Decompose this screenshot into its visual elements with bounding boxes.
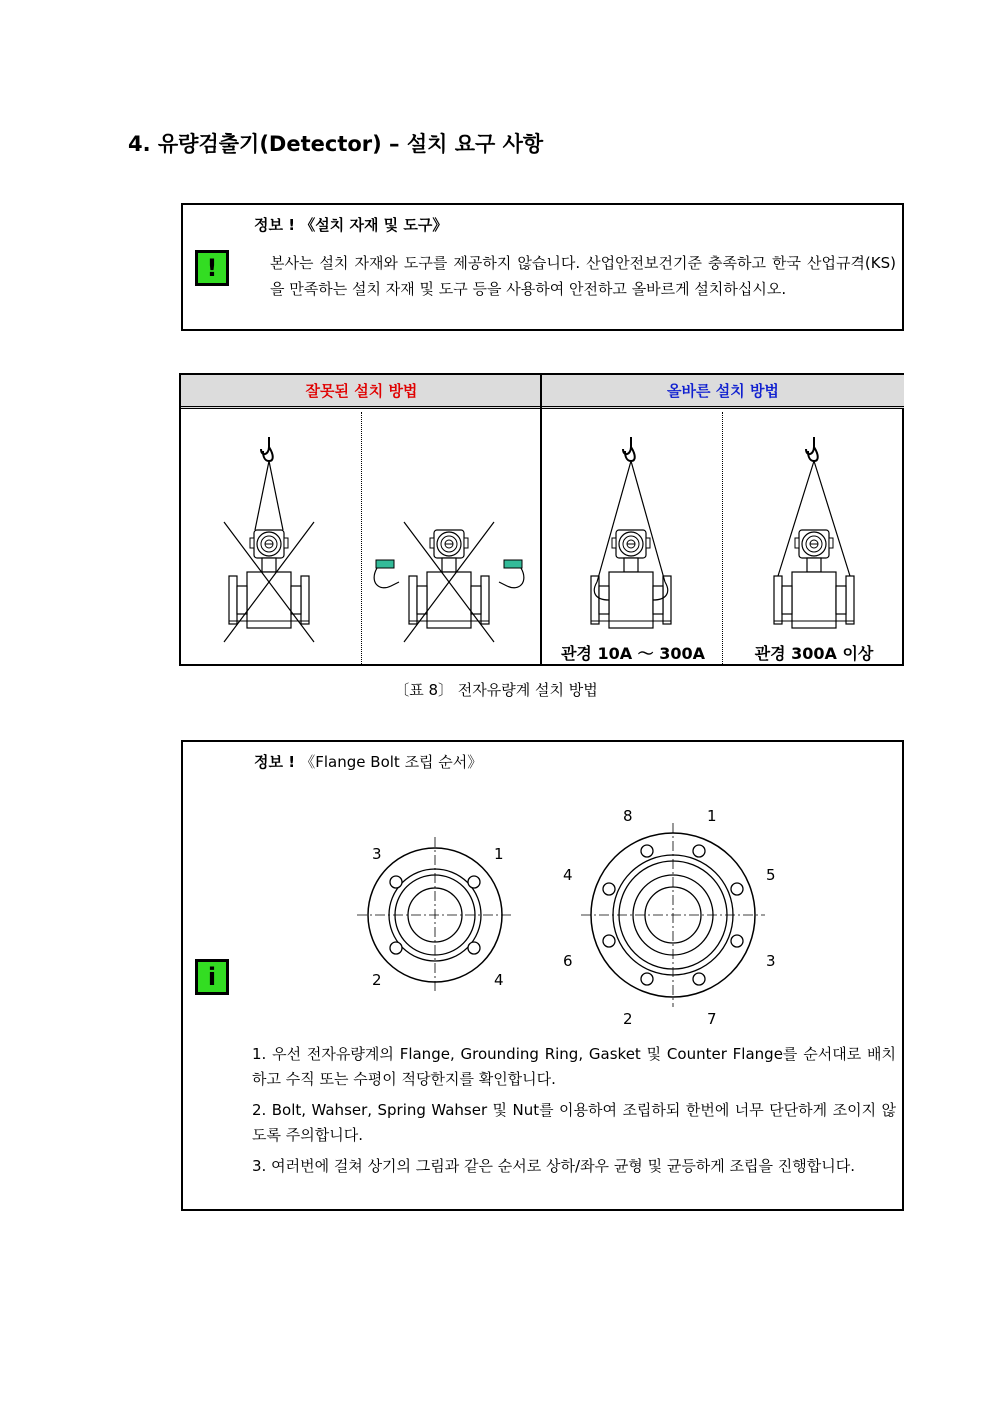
table-caption: 〔표 8〕 전자유량계 설치 방법 [394,681,598,699]
bolt-label: 8 [623,807,633,825]
step-item: 2. Bolt, Wahser, Spring Wahser 및 Nut를 이용하여 조립하되 한번에 너무 단단하게 조이지 않도록 주의합니다. [252,1101,896,1144]
bolt-label: 1 [494,845,504,863]
wrong-method-header: 잘못된 설치 방법 [181,375,542,409]
flange-8-bolt [581,823,765,1007]
flange-bolt-diagrams [355,800,815,1030]
info-box-flange-title: 《Flange Bolt 조립 순서》 [300,753,483,771]
pipe-size-label-large: 관경 300A 이상 [754,644,874,663]
bolt-label: 3 [766,952,776,970]
assembly-steps [252,1042,896,1185]
step-item: 3. 여러번에 걸쳐 상기의 그림과 같은 순서로 상하/좌우 균형 및 균등하게 조립을 진행합니다. [252,1157,856,1175]
page-title: 4. 유량검출기(Detector) – 설치 요구 사항 [128,132,544,156]
bolt-label: 2 [372,971,382,989]
bolt-label: 6 [563,952,573,970]
bolt-label: 4 [494,971,504,989]
pipe-size-label-small: 관경 10A ～ 300A [560,644,706,663]
step-item: 1. 우선 전자유량계의 Flange, Grounding Ring, Gasket 및 Counter Flange를 순서대로 배치하고 수직 또는 수평이 적당한지를 확인합니다. [252,1045,896,1088]
bolt-label: 3 [372,845,382,863]
bolt-label: 4 [563,866,573,884]
bolt-label: 1 [707,807,717,825]
info-label: 정보 ! [254,216,301,234]
installation-illustrations [181,412,902,666]
bolt-label: 7 [707,1010,717,1028]
info-box-materials-body: 본사는 설치 자재와 도구를 제공하지 않습니다. 산업안전보건기준 충족하고 한국 산업규격(KS)을 만족하는 설치 자재 및 도구 등을 사용하여 안전하고 올바르게 설치하십시오. [270,254,896,298]
bolt-label: 2 [623,1010,633,1028]
info-box-materials-header [254,214,447,235]
info-box-materials-title: 《설치 자재 및 도구》 [300,216,448,234]
info-label: 정보 ! [254,753,301,771]
info-box-flange-header [254,751,482,772]
exclamation-icon: ! [195,250,229,286]
bolt-label: 5 [766,866,776,884]
installation-method-table [179,373,904,666]
right-method-header: 올바른 설치 방법 [542,375,904,409]
info-icon: i [195,959,229,995]
